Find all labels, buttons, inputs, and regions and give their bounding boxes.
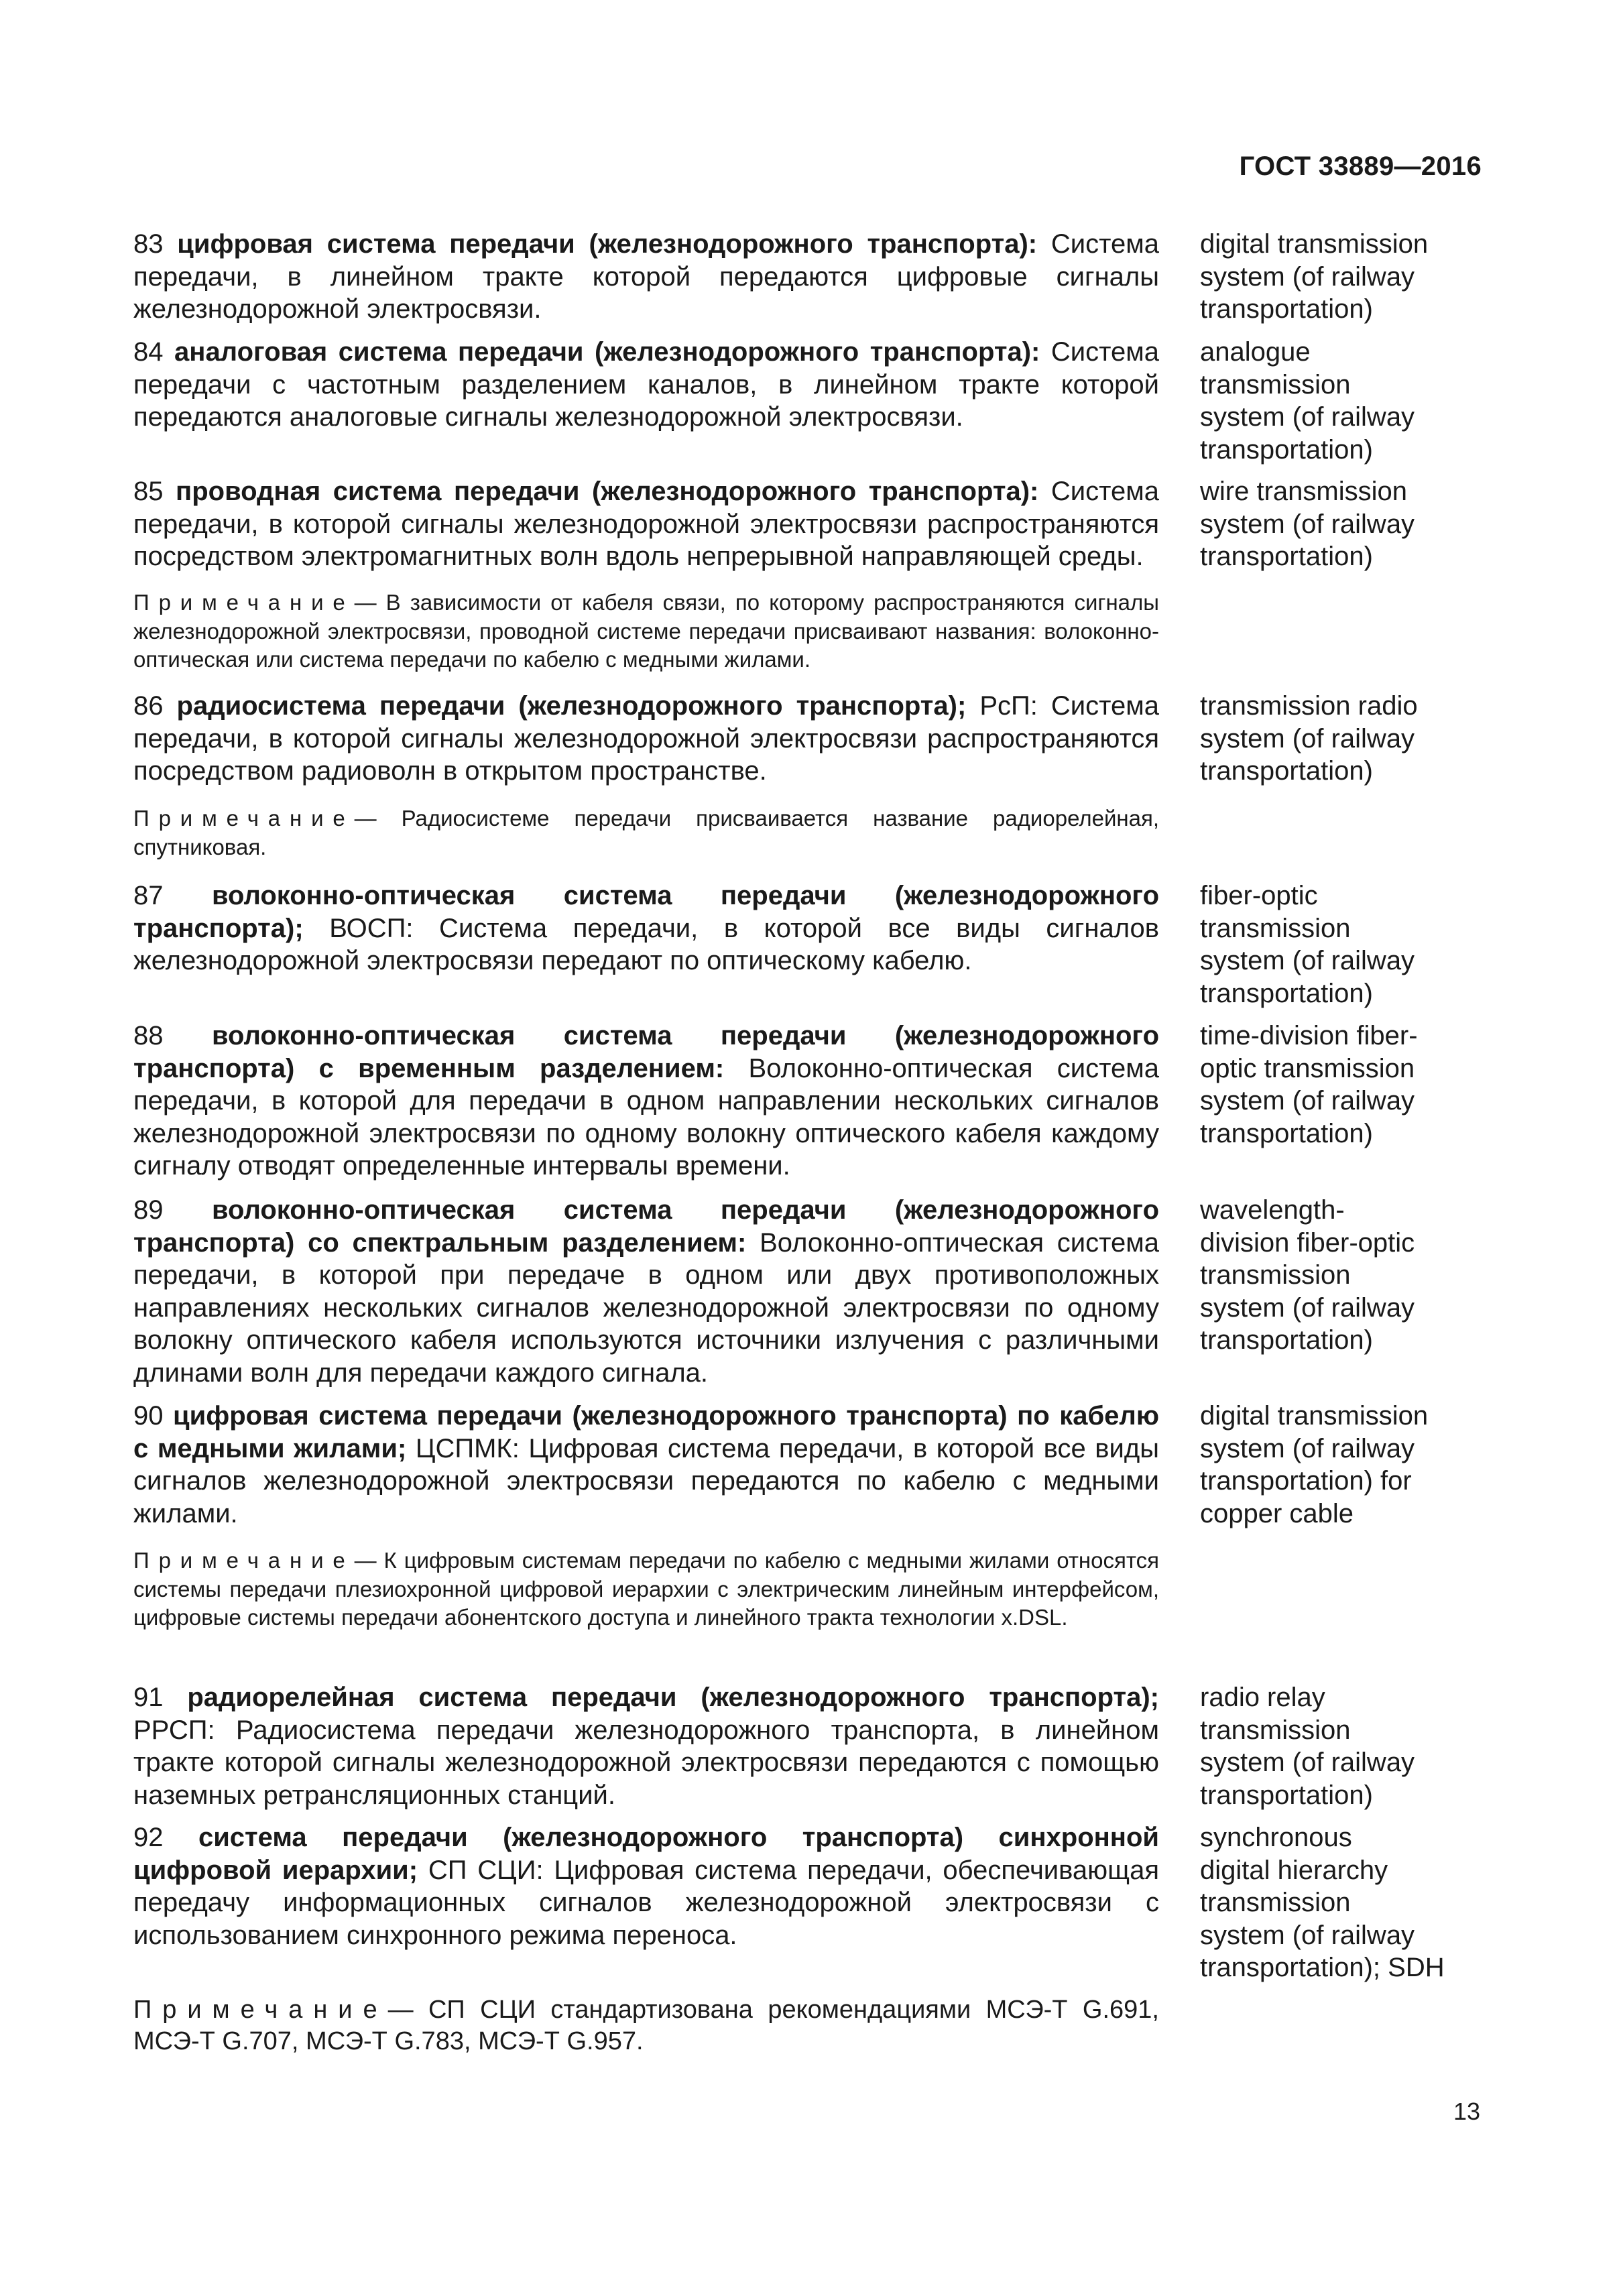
entry-definition: Волоконно-оптическая система передачи, в которой для передачи в одном направлении нескольких сигналов железнодорожной электросвязи по одному волокну оптического кабеля каждому сигналу отводят определенные интервалы времени. bbox=[133, 1053, 1159, 1181]
note-text: — К цифровым системам передачи по кабелю с медными жилами относятся системы передачи плезиохронной цифровой иерархии с электрическим линейным интерфейсом, цифровые системы передачи абонентского доступа и линейного тракта технологии x.DSL. bbox=[133, 1548, 1159, 1630]
note-text: — В зависимости от кабеля связи, по которому распространяются сигналы железнодорожной электросвязи, проводной системе передачи присваивают названия: волоконно-оптическая или система передачи по кабелю с медными жилами. bbox=[133, 590, 1159, 672]
page-number: 13 bbox=[1453, 2098, 1480, 2125]
entry-term: проводная система передачи (железнодорожного транспорта): bbox=[176, 477, 1039, 506]
note-text: — Радиосистеме передачи присваивается название радиорелейная, спутниковая. bbox=[133, 806, 1159, 859]
entry-definition: Система передачи, в линейном тракте которой передаются цифровые сигналы железнодорожной электросвязи. bbox=[133, 229, 1159, 324]
entry-number: 84 bbox=[133, 337, 164, 367]
document-header: ГОСТ 33889—2016 bbox=[1239, 152, 1482, 181]
entry-russian-text bbox=[133, 1400, 1159, 1530]
entry-english-term: wavelength- division fiber-optic transmission system (of railway transportation) bbox=[1200, 1195, 1415, 1355]
entry-term: цифровая система передачи (железнодорожного транспорта) по кабелю с медными жилами; bbox=[133, 1401, 1159, 1463]
entry-definition: Волоконно-оптическая система передачи, в которой при передаче в одном или двух противоположных направлениях нескольких сигналов железнодорожной электросвязи по одному волокну оптического кабеля используются источники излучения с различными длинами волн для передачи каждого сигнала. bbox=[133, 1227, 1159, 1388]
entry-english-term: digital transmission system (of railway transportation) for copper cable bbox=[1200, 1401, 1429, 1528]
entry-number: 85 bbox=[133, 477, 164, 506]
entry-english-term: fiber-optic transmission system (of railway transportation) bbox=[1200, 881, 1415, 1008]
entry-english-term: time-division fiber- optic transmission system (of railway transportation) bbox=[1200, 1021, 1418, 1148]
entry-definition: ВОСП: Система передачи, в которой все виды сигналов железнодорожной электросвязи передают по оптическому кабелю. bbox=[133, 913, 1159, 975]
entry-russian-text bbox=[133, 475, 1159, 573]
entry-number: 92 bbox=[133, 1823, 164, 1852]
note-label: Примечание bbox=[133, 590, 355, 615]
entry-russian-text bbox=[133, 1194, 1159, 1389]
entry-number: 86 bbox=[133, 691, 164, 721]
note-85 bbox=[133, 589, 1159, 674]
entry-definition: Система передачи с частотным разделением каналов, в линейном тракте которой передаются аналоговые сигналы железнодорожной электросвязи. bbox=[133, 337, 1159, 432]
entry-term: система передачи (железнодорожного транспорта) синхронной цифровой иерархии; bbox=[133, 1823, 1159, 1885]
entry-english-term: digital transmission system (of railway transportation) bbox=[1200, 229, 1429, 324]
entry-russian-text bbox=[133, 880, 1159, 977]
entry-term: цифровая система передачи (железнодорожного транспорта): bbox=[177, 229, 1038, 259]
entry-definition: ЦСПМК: Цифровая система передачи, в которой все виды сигналов железнодорожной электросвязи передаются по кабелю с медными жилами. bbox=[133, 1433, 1159, 1528]
entry-definition: Система передачи, в которой сигналы железнодорожной электросвязи распространяются посредством электромагнитных волн вдоль непрерывной направляющей среды. bbox=[133, 477, 1160, 571]
entry-number: 88 bbox=[133, 1021, 164, 1050]
entry-english-term: synchronous digital hierarchy transmission system (of railway transportation); SDH bbox=[1200, 1823, 1445, 1982]
entry-definition: СП СЦИ: Цифровая система передачи, обеспечивающая передачу информационных сигналов железнодорожной электросвязи с использованием синхронного режима переноса. bbox=[133, 1855, 1159, 1950]
entry-russian-text bbox=[133, 1821, 1159, 1951]
entry-russian-text bbox=[133, 336, 1159, 434]
entry-term: аналоговая система передачи (железнодорожного транспорта): bbox=[174, 337, 1040, 367]
note-label: Примечание bbox=[133, 1548, 355, 1573]
entry-definition: РРСП: Радиосистема передачи железнодорожного транспорта, в линейном тракте которой сигналы железнодорожной электросвязи передаются с помощью наземных ретрансляционных станций. bbox=[133, 1715, 1159, 1810]
note-label: Примечание bbox=[133, 1996, 388, 2024]
entry-number: 87 bbox=[133, 881, 164, 910]
note-86 bbox=[133, 804, 1159, 861]
entry-number: 83 bbox=[133, 229, 164, 259]
note-90 bbox=[133, 1547, 1159, 1632]
entry-term: волоконно-оптическая система передачи (железнодорожного транспорта); bbox=[133, 881, 1159, 943]
entry-term: волоконно-оптическая система передачи (железнодорожного транспорта) со спектральным разделением: bbox=[133, 1195, 1159, 1258]
entry-russian-text bbox=[133, 1020, 1159, 1183]
entry-english-term: analogue transmission system (of railway transportation) bbox=[1200, 337, 1415, 465]
entry-english-term: transmission radio system (of railway transportation) bbox=[1200, 691, 1418, 786]
entry-term: радиосистема передачи (железнодорожного транспорта); bbox=[176, 691, 967, 721]
entry-number: 91 bbox=[133, 1683, 164, 1712]
note-label: Примечание bbox=[133, 806, 355, 831]
entry-english-term: radio relay transmission system (of railway transportation) bbox=[1200, 1683, 1415, 1810]
entry-number: 90 bbox=[133, 1401, 164, 1431]
entry-russian-text bbox=[133, 1681, 1159, 1811]
entry-russian-text bbox=[133, 228, 1159, 326]
note-text: — СП СЦИ стандартизована рекомендациями МСЭ-Т G.691, МСЭ-Т G.707, МСЭ-Т G.783, МСЭ-Т G.957. bbox=[133, 1996, 1159, 2055]
entry-term: волоконно-оптическая система передачи (железнодорожного транспорта) с временным разделением: bbox=[133, 1021, 1159, 1083]
entry-definition: РсП: Система передачи, в которой сигналы железнодорожной электросвязи распространяются посредством радиоволн в открытом пространстве. bbox=[133, 691, 1159, 786]
note-92 bbox=[133, 1994, 1159, 2057]
entry-number: 89 bbox=[133, 1195, 164, 1225]
entry-term: радиорелейная система передачи (железнодорожного транспорта); bbox=[187, 1683, 1159, 1712]
entry-english-term: wire transmission system (of railway transportation) bbox=[1200, 477, 1415, 571]
entry-russian-text bbox=[133, 690, 1159, 788]
